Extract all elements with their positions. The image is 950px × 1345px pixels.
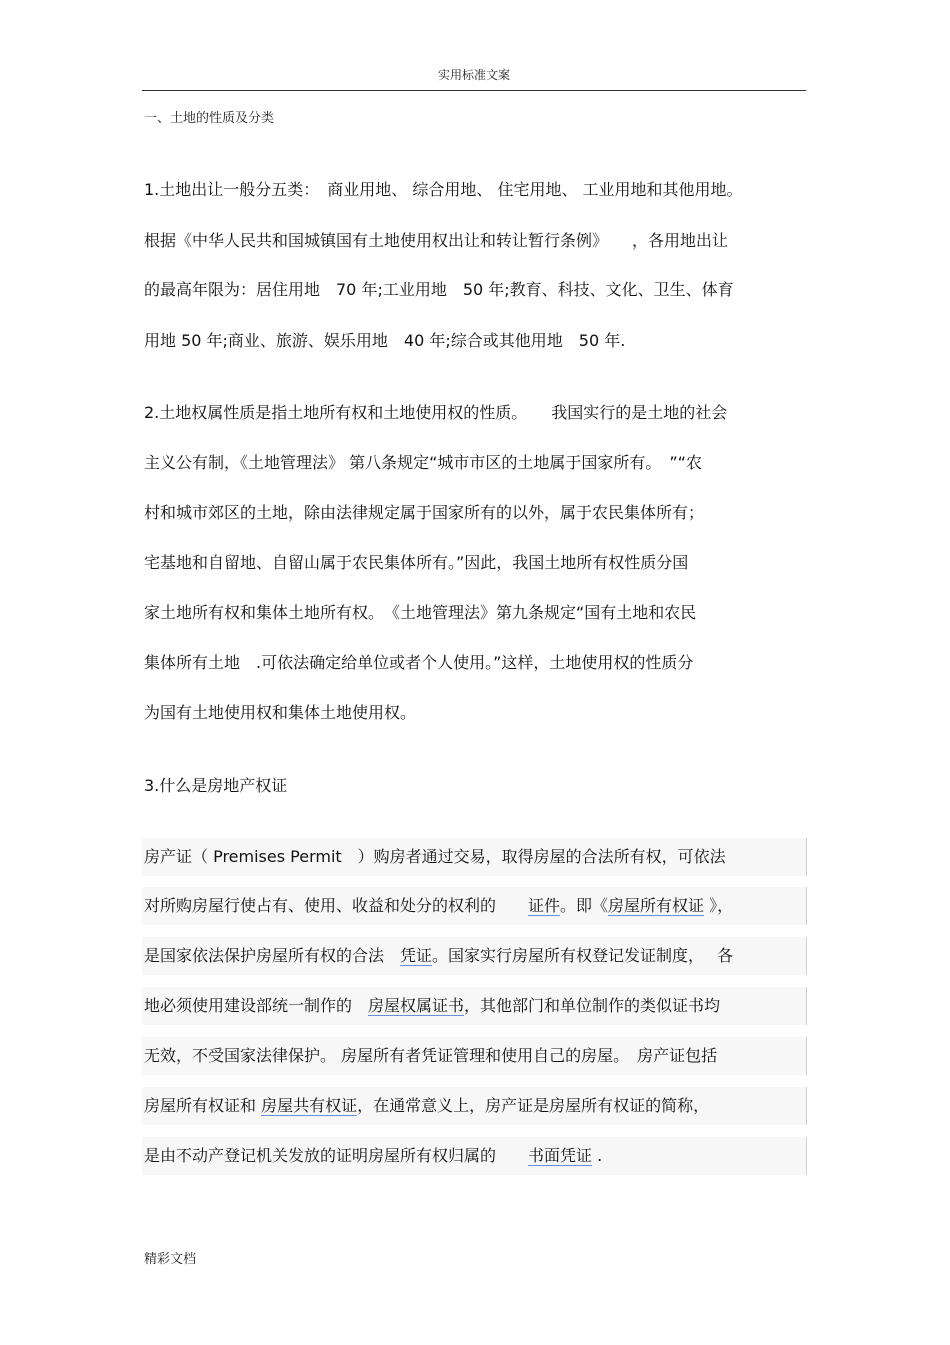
para3-line-3 [144,946,733,966]
para3-text: 》， [704,896,734,915]
para2-line-3: 村和城市郊区的土地，除由法律规定属于国家所有的以外，属于农民集体所有； [144,503,705,522]
para3-text: 地必须使用建设部统一制作的 [144,996,369,1015]
para3-text: ，在通常意义上，房产证是房屋所有权证的简称， [357,1096,710,1115]
page-header-title: 实用标准文案 [437,68,510,82]
para3-text: . [592,1146,603,1165]
para1-line-4: 用地 50 年;商业、旅游、娱乐用地 40 年;综合或其他用地 50 年. [144,331,626,350]
link-certificate[interactable]: 证件 [528,896,561,915]
para3-text: 。国家实行房屋所有权登记发证制度， 各 [432,946,734,965]
para3-line-2 [144,896,733,916]
para2-line-5: 家土地所有权和集体土地所有权。 《土地管理法》第九条规定“国有土地和农民 [144,603,697,622]
para1-line-2: 根据《中华人民共和国城镇国有土地使用权出让和转让暂行条例》 ，各用地出让 [144,231,729,250]
link-voucher[interactable]: 凭证 [400,946,433,965]
link-co-ownership-certificate[interactable]: 房屋共有权证 [261,1096,358,1115]
para3-text: 是由不动产登记机关发放的证明房屋所有权归属的 [144,1146,529,1165]
para3-text: 。即《 [560,896,609,915]
para2-line-4: 宅基地和自留地、自留山属于农民集体所有。”因此，我国土地所有权性质分国 [144,553,689,572]
para3-line-6 [144,1096,709,1116]
section-title: 一、土地的性质及分类 [144,111,275,126]
para3-heading: 3.什么是房地产权证 [144,776,288,795]
para2-line-6: 集体所有土地 .可依法确定给单位或者个人使用。”这样，土地使用权的性质分 [144,653,694,672]
para1-line-3: 的最高年限为：居住用地 70 年;工业用地 50 年;教育、科技、文化、卫生、体育 [144,280,734,299]
para3-text: ，其他部门和单位制作的类似证书均 [464,996,721,1015]
page-footer: 精彩文档 [144,1252,197,1267]
para2-line-7: 为国有土地使用权和集体土地使用权。 [144,703,417,722]
para2-line-1: 2.土地权属性质是指土地所有权和土地使用权的性质。 我国实行的是土地的社会 [144,403,728,422]
link-house-ownership-certificate[interactable]: 房屋所有权证 [608,896,705,915]
para3-line-7 [144,1146,602,1166]
para2-line-2: 主义公有制，《土地管理法》 第八条规定“城市市区的土地属于国家所有。 ”“农 [144,453,702,472]
para3-line-4 [144,996,720,1016]
header-divider [142,90,806,91]
para3-text: 是国家依法保护房屋所有权的合法 [144,946,401,965]
link-written-voucher[interactable]: 书面凭证 [528,1146,593,1165]
para3-text: 房屋所有权证和 [144,1096,262,1115]
para3-line-5: 无效，不受国家法律保护。 房屋所有者凭证管理和使用自己的房屋。 房产证包括 [144,1046,718,1065]
para3-line-1: 房产证（ Premises Permit ）购房者通过交易，取得房屋的合法所有权，可依法 [144,847,726,866]
para3-text: 对所购房屋行使占有、使用、收益和处分的权利的 [144,896,529,915]
para1-line-1: 1.土地出让一般分五类： 商业用地、 综合用地、 住宅用地、 工业用地和其他用地。 [144,180,743,199]
link-property-title-certificate[interactable]: 房屋权属证书 [368,996,465,1015]
